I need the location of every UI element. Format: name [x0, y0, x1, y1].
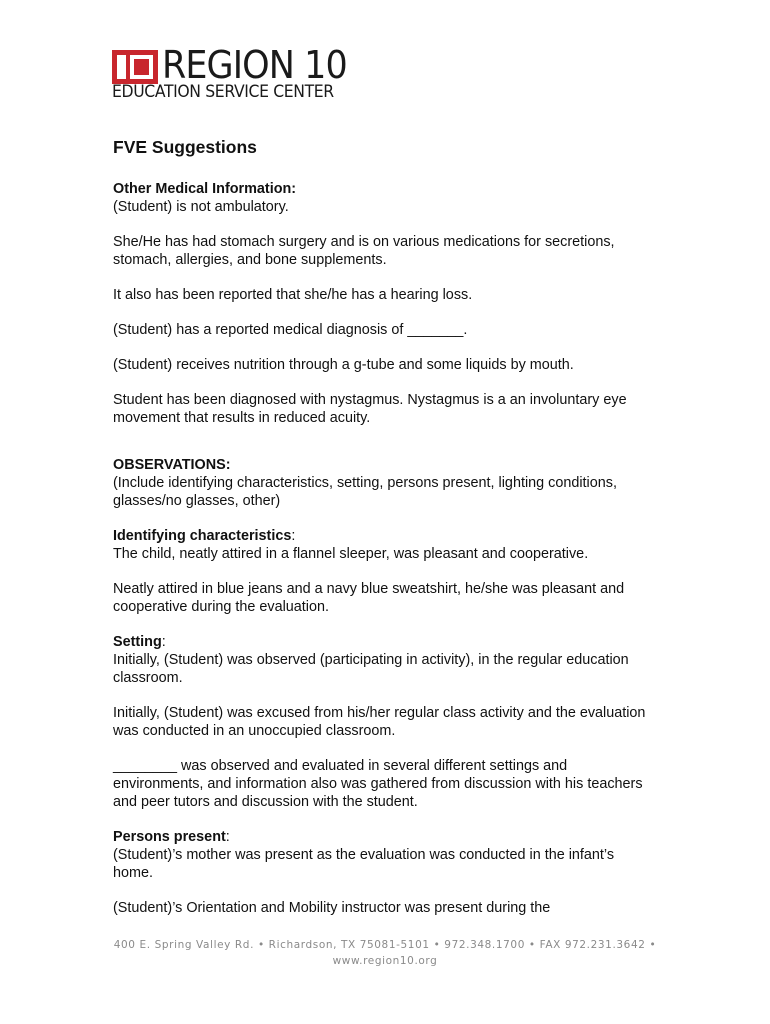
medical-paragraph-2: She/He has had stomach surgery and is on various medications for secretions, stomach, allergies, and bone supplements.	[113, 234, 615, 268]
observations-note: (Include identifying characteristics, setting, persons present, lighting conditions, glasses/no glasses, other)	[113, 475, 617, 509]
medical-line1: (Student) is not ambulatory.	[113, 199, 289, 215]
document-title: FVE Suggestions	[113, 137, 257, 157]
medical-paragraph-4: (Student) has a reported medical diagnosis of _______.	[113, 322, 468, 338]
footer-address: 400 E. Spring Valley Rd. • Richardson, TX 75081-5101 • 972.348.1700 • FAX 972.231.3642 •	[113, 939, 657, 951]
logo-brand-main: REGION 10	[162, 43, 347, 87]
persons-heading: Persons present	[113, 829, 226, 845]
logo-brand-sub: EDUCATION SERVICE CENTER	[112, 82, 334, 102]
persons-heading-colon: :	[225, 829, 230, 845]
identifying-paragraph-2: Neatly attired in blue jeans and a navy blue sweatshirt, he/she was pleasant and cooperative during the evaluation.	[113, 581, 625, 615]
medical-paragraph-6: Student has been diagnosed with nystagmus. Nystagmus is a an involuntary eye movement that results in reduced acuity.	[113, 392, 627, 426]
page-footer	[100, 937, 670, 969]
medical-section	[113, 180, 653, 216]
medical-paragraph-3: It also has been reported that she/he has a hearing loss.	[113, 287, 473, 303]
persons-paragraph-2: (Student)’s Orientation and Mobility instructor was present during the	[113, 900, 551, 916]
identifying-heading-line	[113, 527, 653, 545]
setting-section	[113, 633, 653, 687]
identifying-section	[113, 527, 653, 563]
observations-heading: OBSERVATIONS:	[113, 457, 231, 473]
setting-paragraph-2: Initially, (Student) was excused from his/her regular class activity and the evaluation was conducted in an unoccupied classroom.	[113, 705, 646, 739]
setting-paragraph-3: ________ was observed and evaluated in several different settings and environments, and information also was gathered from discussion with his teachers and peer tutors and discussion with the student.	[113, 758, 643, 810]
footer-website: www.region10.org	[332, 955, 438, 967]
setting-heading: Setting	[113, 634, 162, 650]
identifying-heading: Identifying characteristics	[113, 528, 292, 544]
setting-heading-line	[113, 633, 653, 651]
medical-paragraph-5: (Student) receives nutrition through a g-tube and some liquids by mouth.	[113, 357, 574, 373]
observations-section	[113, 456, 653, 510]
setting-heading-colon: :	[161, 634, 166, 650]
setting-paragraph-1: Initially, (Student) was observed (participating in activity), in the regular education classroom.	[113, 652, 629, 686]
persons-paragraph-1: (Student)’s mother was present as the evaluation was conducted in the infant’s home.	[113, 847, 615, 881]
identifying-heading-colon: :	[291, 528, 296, 544]
document-body	[113, 136, 653, 934]
persons-section	[113, 828, 653, 882]
region10-logo	[112, 43, 372, 106]
medical-heading: Other Medical Information:	[113, 181, 297, 197]
identifying-paragraph-1: The child, neatly attired in a flannel sleeper, was pleasant and cooperative.	[113, 546, 589, 562]
persons-heading-line	[113, 828, 653, 846]
region10-logo-mark-icon	[112, 50, 158, 84]
